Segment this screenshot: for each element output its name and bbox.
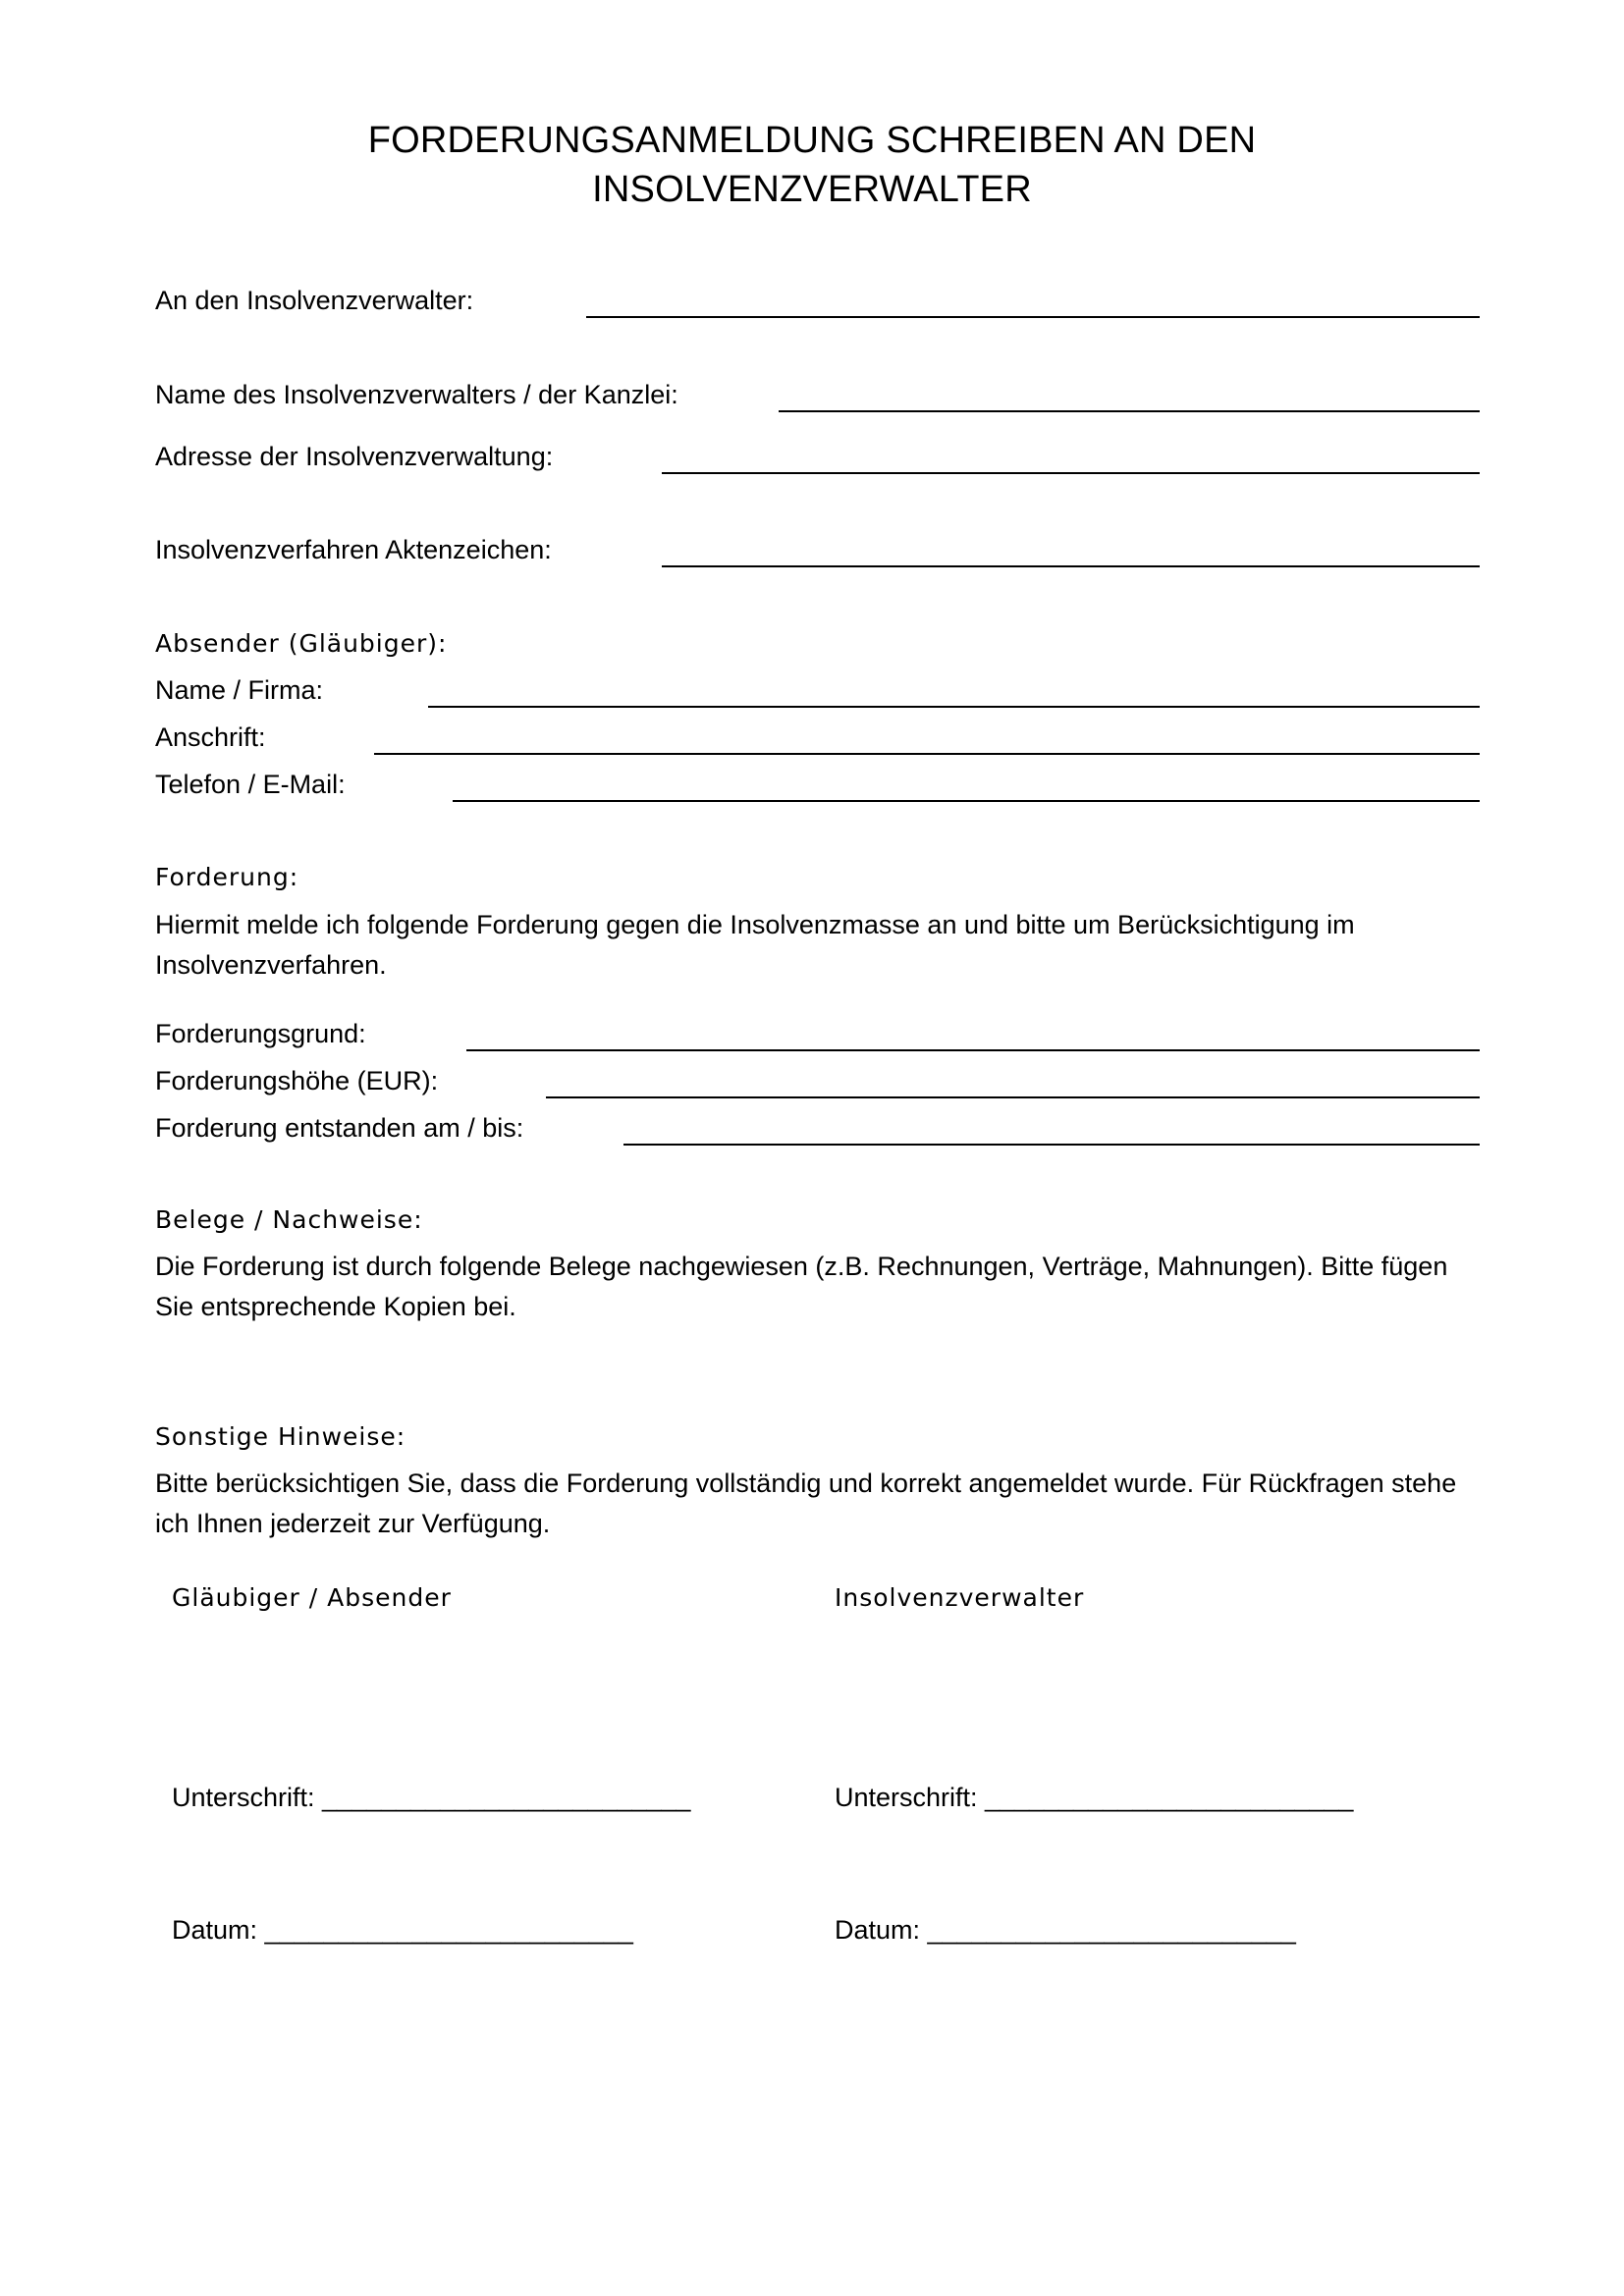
- label-kontakt: Telefon / E-Mail:: [155, 770, 346, 799]
- signature-field-verwalter[interactable]: Unterschrift: _________________________: [835, 1783, 1354, 1812]
- field-line-anschrift[interactable]: [374, 753, 1480, 755]
- title-line-1: FORDERUNGSANMELDUNG SCHREIBEN AN DEN: [367, 120, 1257, 161]
- paragraph-forderung: Hiermit melde ich folgende Forderung gegen die Insolvenzmasse an und bitte um Berücksichtigung im Insolvenzverfahren.: [155, 910, 1355, 980]
- label-aktenzeichen: Insolvenzverfahren Aktenzeichen:: [155, 535, 552, 564]
- section-heading-belege: Belege / Nachweise:: [155, 1205, 423, 1234]
- date-field-glaeubiger[interactable]: Datum: _________________________: [172, 1915, 633, 1945]
- document-title: [0, 116, 1624, 214]
- label-name-verwalter: Name des Insolvenzverwalters / der Kanzlei:: [155, 380, 678, 409]
- field-line-adresse[interactable]: [662, 472, 1480, 474]
- label-an-den: An den Insolvenzverwalter:: [155, 286, 474, 315]
- label-adresse: Adresse der Insolvenzverwaltung:: [155, 442, 554, 471]
- date-field-verwalter[interactable]: Datum: _________________________: [835, 1915, 1296, 1945]
- label-forderungsgrund: Forderungsgrund:: [155, 1019, 366, 1048]
- field-line-name-firma[interactable]: [428, 706, 1480, 708]
- paragraph-hinweise: Bitte berücksichtigen Sie, dass die Forderung vollständig und korrekt angemeldet wurde. Für Rückfragen stehe ich Ihnen jederzeit zur Verfügung.: [155, 1468, 1457, 1538]
- label-anschrift: Anschrift:: [155, 722, 266, 752]
- label-name-firma: Name / Firma:: [155, 675, 324, 705]
- label-forderungshoehe: Forderungshöhe (EUR):: [155, 1066, 439, 1095]
- label-zeitraum: Forderung entstanden am / bis:: [155, 1113, 524, 1143]
- field-line-forderungshoehe[interactable]: [546, 1096, 1480, 1098]
- section-heading-forderung: Forderung:: [155, 863, 299, 891]
- field-line-name-verwalter[interactable]: [779, 410, 1480, 412]
- title-line-2: INSOLVENZVERWALTER: [592, 169, 1032, 210]
- signature-heading-verwalter: Insolvenzverwalter: [835, 1583, 1085, 1612]
- field-line-zeitraum[interactable]: [623, 1144, 1480, 1146]
- signature-heading-glaeubiger: Gläubiger / Absender: [172, 1583, 452, 1612]
- paragraph-belege: Die Forderung ist durch folgende Belege nachgewiesen (z.B. Rechnungen, Verträge, Mahnungen). Bitte fügen Sie entsprechende Kopien bei.: [155, 1252, 1448, 1321]
- signature-field-glaeubiger[interactable]: Unterschrift: _________________________: [172, 1783, 691, 1812]
- field-line-an-den[interactable]: [586, 316, 1480, 318]
- field-line-aktenzeichen[interactable]: [662, 565, 1480, 567]
- section-heading-absender: Absender (Gläubiger):: [155, 629, 448, 658]
- field-line-kontakt[interactable]: [453, 800, 1480, 802]
- field-line-forderungsgrund[interactable]: [466, 1049, 1480, 1051]
- section-heading-hinweise: Sonstige Hinweise:: [155, 1422, 406, 1451]
